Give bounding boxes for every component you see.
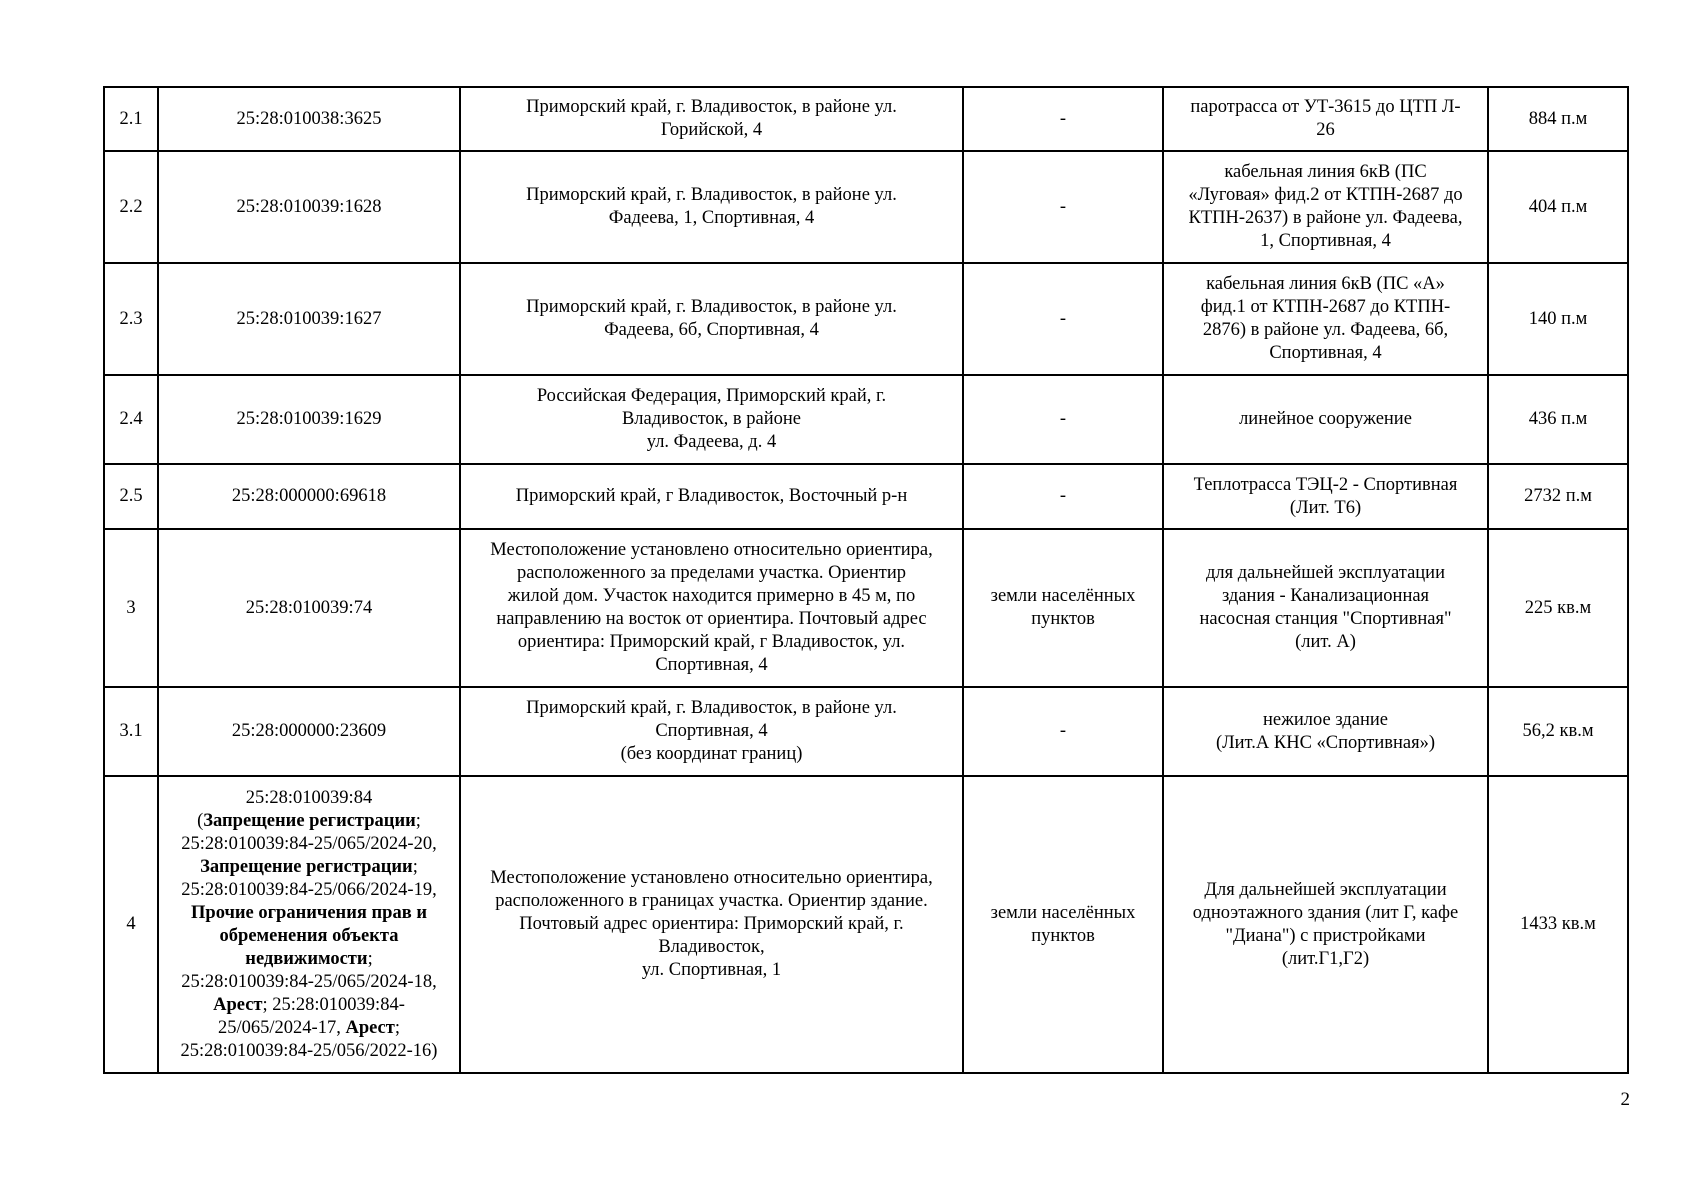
row-number: 3 [104, 529, 158, 687]
land-category: земли населённых пунктов [963, 529, 1163, 687]
permitted-use: Теплотрасса ТЭЦ-2 - Спортивная (Лит. Т6) [1163, 464, 1488, 529]
row-number: 2.2 [104, 151, 158, 263]
address-cell: Местоположение установлено относительно ориентира, расположенного в границах участка. Ориентир здание. Почтовый адрес ориентира: Приморский край, г. Владивосток, ул. Спортивная, 1 [460, 776, 963, 1073]
address-cell: Приморский край, г. Владивосток, в районе ул. Спортивная, 4 (без координат границ) [460, 687, 963, 776]
permitted-use: паротрасса от УТ-3615 до ЦТП Л- 26 [1163, 87, 1488, 151]
table-row [104, 375, 1628, 464]
address-cell: Приморский край, г. Владивосток, в районе ул. Фадеева, 1, Спортивная, 4 [460, 151, 963, 263]
row-number: 2.4 [104, 375, 158, 464]
land-category: - [963, 375, 1163, 464]
land-category: земли населённых пунктов [963, 776, 1163, 1073]
area-value: 404 п.м [1488, 151, 1628, 263]
area-value: 436 п.м [1488, 375, 1628, 464]
permitted-use: нежилое здание (Лит.А КНС «Спортивная») [1163, 687, 1488, 776]
cadastral-number: 25:28:010039:1628 [158, 151, 460, 263]
area-value: 140 п.м [1488, 263, 1628, 375]
area-value: 225 кв.м [1488, 529, 1628, 687]
land-category: - [963, 687, 1163, 776]
land-category: - [963, 263, 1163, 375]
table-row [104, 464, 1628, 529]
permitted-use: линейное сооружение [1163, 375, 1488, 464]
table-row [104, 263, 1628, 375]
table-row [104, 151, 1628, 263]
area-value: 884 п.м [1488, 87, 1628, 151]
table-row [104, 687, 1628, 776]
land-registry-table [103, 86, 1629, 1074]
cadastral-number: 25:28:000000:69618 [158, 464, 460, 529]
row-number: 2.3 [104, 263, 158, 375]
permitted-use: для дальнейшей эксплуатации здания - Канализационная насосная станция "Спортивная" (лит. А) [1163, 529, 1488, 687]
table-row [104, 529, 1628, 687]
permitted-use: Для дальнейшей эксплуатации одноэтажного здания (лит Г, кафе "Диана") с пристройками (лит.Г1,Г2) [1163, 776, 1488, 1073]
row-number: 3.1 [104, 687, 158, 776]
row-number: 4 [104, 776, 158, 1073]
address-cell: Российская Федерация, Приморский край, г. Владивосток, в районе ул. Фадеева, д. 4 [460, 375, 963, 464]
row-number: 2.5 [104, 464, 158, 529]
permitted-use: кабельная линия 6кВ (ПС «Луговая» фид.2 от КТПН-2687 до КТПН-2637) в районе ул. Фадеева, 1, Спортивная, 4 [1163, 151, 1488, 263]
land-category: - [963, 464, 1163, 529]
cadastral-number: 25:28:010039:74 [158, 529, 460, 687]
area-value: 1433 кв.м [1488, 776, 1628, 1073]
table-row [104, 776, 1628, 1073]
address-cell: Местоположение установлено относительно ориентира, расположенного за пределами участка. Ориентир жилой дом. Участок находится примерно в 45 м, по направлению на восток от ориентира. Почтовый адрес ориентира: Приморский край, г Владивосток, ул. Спортивная, 4 [460, 529, 963, 687]
row-number: 2.1 [104, 87, 158, 151]
address-cell: Приморский край, г. Владивосток, в районе ул. Горийской, 4 [460, 87, 963, 151]
page-number: 2 [1620, 1089, 1630, 1110]
address-cell: Приморский край, г Владивосток, Восточный р-н [460, 464, 963, 529]
land-category: - [963, 87, 1163, 151]
cadastral-number: 25:28:010038:3625 [158, 87, 460, 151]
area-value: 2732 п.м [1488, 464, 1628, 529]
permitted-use: кабельная линия 6кВ (ПС «А» фид.1 от КТПН-2687 до КТПН- 2876) в районе ул. Фадеева, 6б, Спортивная, 4 [1163, 263, 1488, 375]
cadastral-number: 25:28:010039:1627 [158, 263, 460, 375]
land-category: - [963, 151, 1163, 263]
address-cell: Приморский край, г. Владивосток, в районе ул. Фадеева, 6б, Спортивная, 4 [460, 263, 963, 375]
table-row [104, 87, 1628, 151]
area-value: 56,2 кв.м [1488, 687, 1628, 776]
cadastral-number-with-encumbrances: 25:28:010039:84 (Запрещение регистрации; 25:28:010039:84-25/065/2024-20, Запрещение регистрации; 25:28:010039:84-25/066/2024-19, Прочие ограничения прав и обременения объекта недвижимости; 25:28:010039:84-25/065/2024-18, Арест; 25:28:010039:84- 25/065/2024-17, Арест; 25:28:010039:84-25/056/2022-16) [158, 776, 460, 1073]
cadastral-number: 25:28:010039:1629 [158, 375, 460, 464]
cadastral-number: 25:28:000000:23609 [158, 687, 460, 776]
